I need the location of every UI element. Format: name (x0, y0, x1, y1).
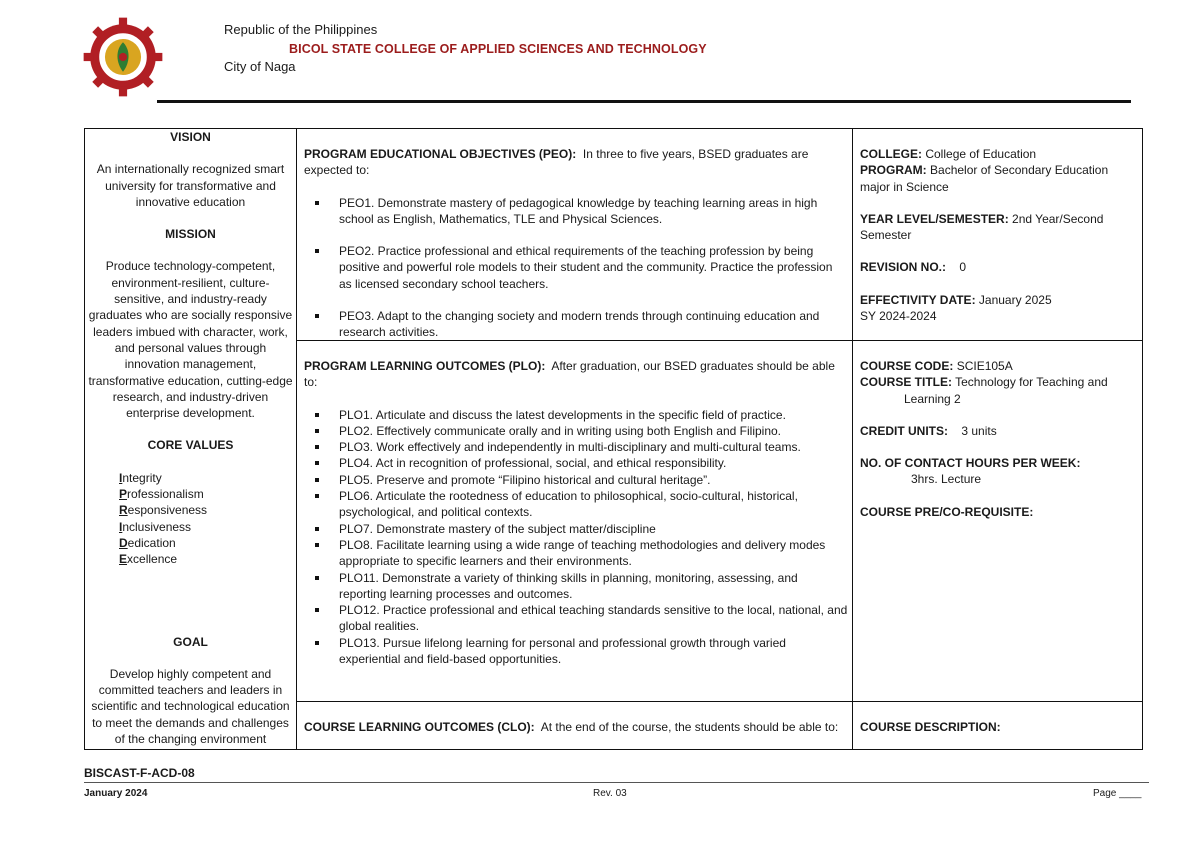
peo-heading: PROGRAM EDUCATIONAL OBJECTIVES (PEO): (304, 147, 577, 161)
goal-title: GOAL (173, 634, 208, 649)
college-value: College of Education (925, 147, 1037, 161)
course-title-value: Technology for Teaching and (955, 375, 1108, 390)
column-divider (852, 128, 853, 750)
clo-cell (304, 719, 848, 735)
clo-intro: At the end of the course, the students should be able to: (540, 720, 839, 734)
footer-page: Page ____ (1093, 788, 1142, 799)
core-value-item: Integrity (119, 470, 162, 485)
effectivity-value: January 2025 (978, 292, 1052, 307)
clo-heading: COURSE LEARNING OUTCOMES (CLO): (304, 720, 535, 734)
republic-line: Republic of the Philippines (224, 22, 378, 37)
plo-item: PLO7. Demonstrate mastery of the subject matter/discipline (304, 521, 848, 537)
header-divider (157, 100, 1131, 103)
year-level-label: YEAR LEVEL/SEMESTER: (860, 211, 1009, 226)
peo-cell (304, 146, 848, 341)
course-title-label: COURSE TITLE: (860, 375, 952, 390)
college-label: COLLEGE: (860, 147, 922, 161)
column-divider (296, 128, 297, 750)
contact-hours-label: NO. OF CONTACT HOURS PER WEEK: (860, 456, 1081, 471)
college-name: BICOL STATE COLLEGE OF APPLIED SCIENCES AND TECHNOLOGY (289, 42, 707, 56)
course-code-label: COURSE CODE: (860, 359, 954, 373)
core-value-item: Dedication (119, 535, 176, 550)
core-value-item: Responsiveness (119, 503, 208, 518)
course-description-cell (860, 719, 1140, 735)
peo-list (304, 195, 848, 341)
peo-item: PEO3. Adapt to the changing society and modern trends through continuing education and research activities. (304, 308, 848, 341)
core-values-title: CORE VALUES (147, 438, 234, 453)
vision-title: VISION (170, 130, 211, 144)
row-divider (296, 701, 1143, 702)
mission-text: Produce technology-competent, environment-resilient, culture-sensitive, and industry-ready graduates who are socially responsive leaders imbued with character, work, and personal values through innovation management, transformative education, cutting-edge research, and industry-driven enterprise development. (88, 259, 293, 421)
revision-value: 0 (959, 260, 967, 275)
program-label: PROGRAM: (860, 163, 927, 178)
plo-item: PLO1. Articulate and discuss the latest developments in the specific field of practice. (304, 407, 848, 423)
program-info-cell (860, 146, 1140, 324)
college-logo (82, 16, 164, 98)
credit-units-label: CREDIT UNITS: (860, 423, 948, 438)
city-line: City of Naga (224, 59, 296, 74)
course-info-cell (860, 358, 1140, 520)
peo-intro: In three to five years, BSED graduates are expected to: (304, 147, 809, 178)
program-value: Bachelor of Secondary Education major in Science (860, 163, 1109, 194)
plo-item: PLO3. Work effectively and independently in multi-disciplinary and multi-cultural teams. (304, 439, 848, 455)
vision-text: An internationally recognized smart university for transformative and innovative education (96, 162, 285, 209)
prerequisite-label: COURSE PRE/CO-REQUISITE: (860, 504, 1034, 519)
course-code-value: SCIE105A (956, 359, 1013, 373)
year-level-value: 2nd Year/Second Semester (860, 211, 1104, 243)
form-code: BISCAST-F-ACD-08 (84, 766, 195, 780)
mission-title: MISSION (165, 227, 216, 242)
plo-item: PLO8. Facilitate learning using a wide range of teaching methodologies and delivery modes appropriate to specific learners and their environments. (304, 537, 848, 570)
footer-revision: Rev. 03 (593, 788, 627, 799)
vision-mission-column (86, 128, 295, 747)
plo-heading: PROGRAM LEARNING OUTCOMES (PLO): (304, 359, 546, 373)
plo-item: PLO6. Articulate the rootedness of education to philosophical, socio-cultural, historical, psychological, and political contexts. (304, 488, 848, 521)
plo-list (304, 407, 848, 668)
school-year: SY 2024-2024 (860, 309, 937, 324)
course-description-label: COURSE DESCRIPTION: (860, 720, 1001, 734)
core-value-item: Excellence (119, 552, 178, 567)
core-value-item: Professionalism (119, 487, 204, 502)
plo-intro: After graduation, our BSED graduates should be able to: (304, 359, 835, 390)
footer-divider (84, 782, 1149, 783)
credit-units-value: 3 units (961, 423, 997, 438)
plo-item: PLO12. Practice professional and ethical teaching standards sensitive to the local, national, and global realities. (304, 602, 848, 635)
goal-text: Develop highly competent and committed teachers and leaders in scientific and technological education to meet the demands and challenges of the changing environment (91, 666, 290, 747)
peo-item: PEO1. Demonstrate mastery of pedagogical knowledge by teaching learning areas in high school as English, Mathematics, TLE and Physical Sciences. (304, 195, 848, 228)
core-value-item: Inclusiveness (119, 519, 192, 534)
core-values-list (86, 470, 295, 568)
effectivity-label: EFFECTIVITY DATE: (860, 292, 976, 307)
plo-item: PLO2. Effectively communicate orally and in writing using both English and Filipino. (304, 423, 848, 439)
contact-hours-value: 3hrs. Lecture (911, 472, 982, 487)
footer-date: January 2024 (84, 788, 148, 799)
plo-item: PLO13. Pursue lifelong learning for personal and professional growth through varied experiential and field-based opportunities. (304, 635, 848, 668)
revision-label: REVISION NO.: (860, 260, 947, 275)
plo-cell (304, 358, 848, 667)
peo-item: PEO2. Practice professional and ethical requirements of the teaching profession by being positive and powerful role models to their student and the community. Practice the profession as licensed secondary school teachers. (304, 243, 848, 292)
plo-item: PLO4. Act in recognition of professional, social, and ethical responsibility. (304, 455, 848, 471)
course-title-value-2: Learning 2 (904, 391, 961, 406)
plo-item: PLO11. Demonstrate a variety of thinking skills in planning, monitoring, assessing, and reporting learning processes and outcomes. (304, 570, 848, 603)
plo-item: PLO5. Preserve and promote “Filipino historical and cultural heritage”. (304, 472, 848, 488)
